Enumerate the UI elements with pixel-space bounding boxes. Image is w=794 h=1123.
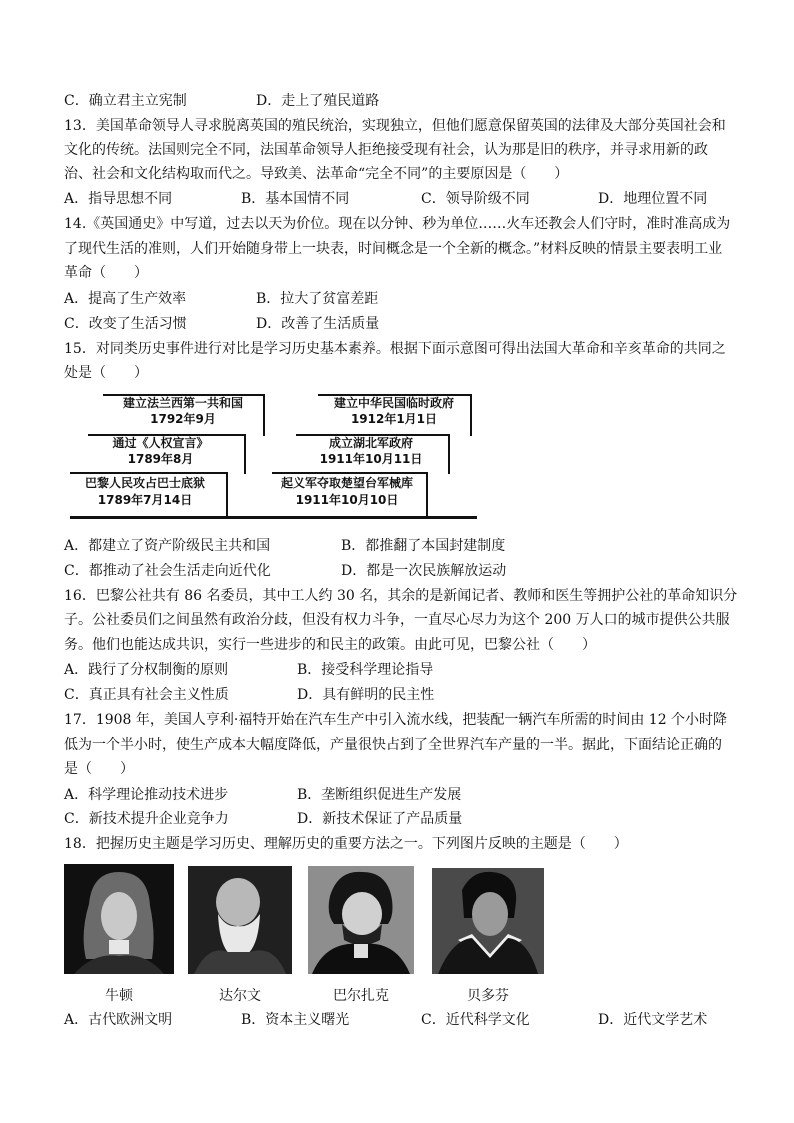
portrait-beethoven <box>432 868 544 974</box>
q16-option-d: D．具有鲜明的民主性 <box>297 687 435 703</box>
q14-option-c: C．改变了生活习惯 <box>64 316 187 332</box>
q17-option-b: B．垄断组织促进生产发展 <box>297 787 462 803</box>
china-step-1-event: 起义军夺取楚望台军械库 <box>280 476 413 490</box>
france-step-1-event: 巴黎人民攻占巴士底狱 <box>84 476 205 490</box>
q15-option-d: D．都是一次民族解放运动 <box>341 563 507 579</box>
q14-stem-line-1: 14.《英国通史》中写道，过去以天为价位。现在以分钟、秒为单位……火车还教会人们守时，准时准高成为 <box>64 216 731 232</box>
china-step-3-event: 建立中华民国临时政府 <box>333 396 454 410</box>
q14-stem-line-3: 革命（ ） <box>64 265 148 281</box>
q13-stem-line-2: 文化的传统。法国则完全不同，法国革命领导人拒绝接受现有社会，认为那是旧的秩序，并寻求用新的政 <box>64 142 708 158</box>
q15-stem-line-2: 处是（ ） <box>64 365 148 381</box>
q18-option-a: A．古代欧洲文明 <box>64 1012 173 1028</box>
q13-option-d: D．地理位置不同 <box>598 191 708 207</box>
q13-stem-line-1: 13．美国革命领导人寻求脱离英国的殖民统治，实现独立，但他们愿意保留英国的法律及大部分英国社会和 <box>64 118 726 134</box>
portrait-newton <box>64 864 174 974</box>
q16-stem-line-2: 子。公社委员们之间虽然有政治分歧，但没有权力斗争，一直尽心尽力为这个 200 万人口的城市提供公共服 <box>64 612 730 628</box>
q17-option-d: D．新技术保证了产品质量 <box>297 811 463 827</box>
q16-stem-line-1: 16．巴黎公社共有 86 名委员，其中工人约 30 名，其余的是新闻记者、教师和医生等拥护公社的革命知识分 <box>64 588 738 604</box>
q14-option-d: D．改善了生活质量 <box>256 316 380 332</box>
china-step-2-event: 成立湖北军政府 <box>328 436 413 450</box>
q12-option-c: C．确立君主立宪制 <box>64 93 187 109</box>
q17-stem-line-3: 是（ ） <box>64 761 134 777</box>
china-step-2-date: 1911年10月11日 <box>319 452 423 466</box>
q15-stem-line-1: 15．对同类历史事件进行对比是学习历史基本素养。根据下面示意图可得出法国大革命和辛亥革命的共同之 <box>64 341 726 357</box>
portrait-caption-2: 达尔文 <box>219 988 261 1004</box>
q17-option-c: C．新技术提升企业竞争力 <box>64 811 229 827</box>
portrait-caption-4: 贝多芬 <box>467 988 509 1004</box>
q15-option-a: A．都建立了资产阶级民主共和国 <box>64 538 271 554</box>
portrait-balzac <box>308 866 414 974</box>
q14-option-a: A．提高了生产效率 <box>64 291 187 307</box>
china-step-1-date: 1911年10月10日 <box>295 493 399 507</box>
france-step-2-event: 通过《人权宣言》 <box>112 436 209 450</box>
q13-option-b: B．基本国情不同 <box>241 191 350 207</box>
portrait-caption-1: 牛顿 <box>105 988 133 1004</box>
q17-option-a: A．科学理论推动技术进步 <box>64 787 229 803</box>
q16-option-b: B．接受科学理论指导 <box>297 662 434 678</box>
q12-option-d: D．走上了殖民道路 <box>256 93 380 109</box>
q18-option-c: C．近代科学文化 <box>421 1012 530 1028</box>
china-step-3-date: 1912年1月1日 <box>350 412 438 426</box>
portrait-darwin <box>188 866 292 974</box>
q16-option-a: A．践行了分权制衡的原则 <box>64 662 229 678</box>
q16-option-c: C．真正具有社会主义性质 <box>64 687 229 703</box>
france-step-3-event: 建立法兰西第一共和国 <box>122 396 243 410</box>
france-step-1-date: 1789年7月14日 <box>97 493 193 507</box>
q15-option-c: C．都推动了社会生活走向近代化 <box>64 563 271 579</box>
q16-stem-line-3: 务。他们也能达成共识，实行一些进步的和民主的政策。由此可见，巴黎公社（ ） <box>64 637 596 653</box>
q14-stem-line-2: 了现代生活的准则，人们开始随身带上一块表，时间概念是一个全新的概念。”材料反映的情景主要表明工业 <box>64 241 723 257</box>
q17-stem-line-2: 低为一个半小时，使生产成本大幅度降低，产量很快占到了全世界汽车产量的一半。据此，下面结论正确的 <box>64 737 722 753</box>
q17-stem-line-1: 17．1908 年，美国人亨利·福特开始在汽车生产中引入流水线，把装配一辆汽车所需的时间由 12 个小时降 <box>64 712 728 728</box>
portrait-caption-3: 巴尔扎克 <box>333 988 389 1004</box>
q14-option-b: B．拉大了贫富差距 <box>256 291 379 307</box>
q15-option-b: B．都推翻了本国封建制度 <box>341 538 506 554</box>
france-step-3-date: 1792年9月 <box>150 412 216 426</box>
q18-stem: 18．把握历史主题是学习历史、理解历史的重要方法之一。下列图片反映的主题是（ ） <box>64 836 628 852</box>
q18-option-d: D．近代文学艺术 <box>598 1012 708 1028</box>
q13-option-a: A．指导思想不同 <box>64 191 173 207</box>
q13-stem-line-3: 治、社会和文化结构取而代之。导致美、法革命“完全不同”的主要原因是（ ） <box>64 166 569 182</box>
france-step-2-date: 1789年8月 <box>127 452 194 466</box>
q18-option-b: B．资本主义曙光 <box>241 1012 350 1028</box>
q13-option-c: C．领导阶级不同 <box>421 191 530 207</box>
